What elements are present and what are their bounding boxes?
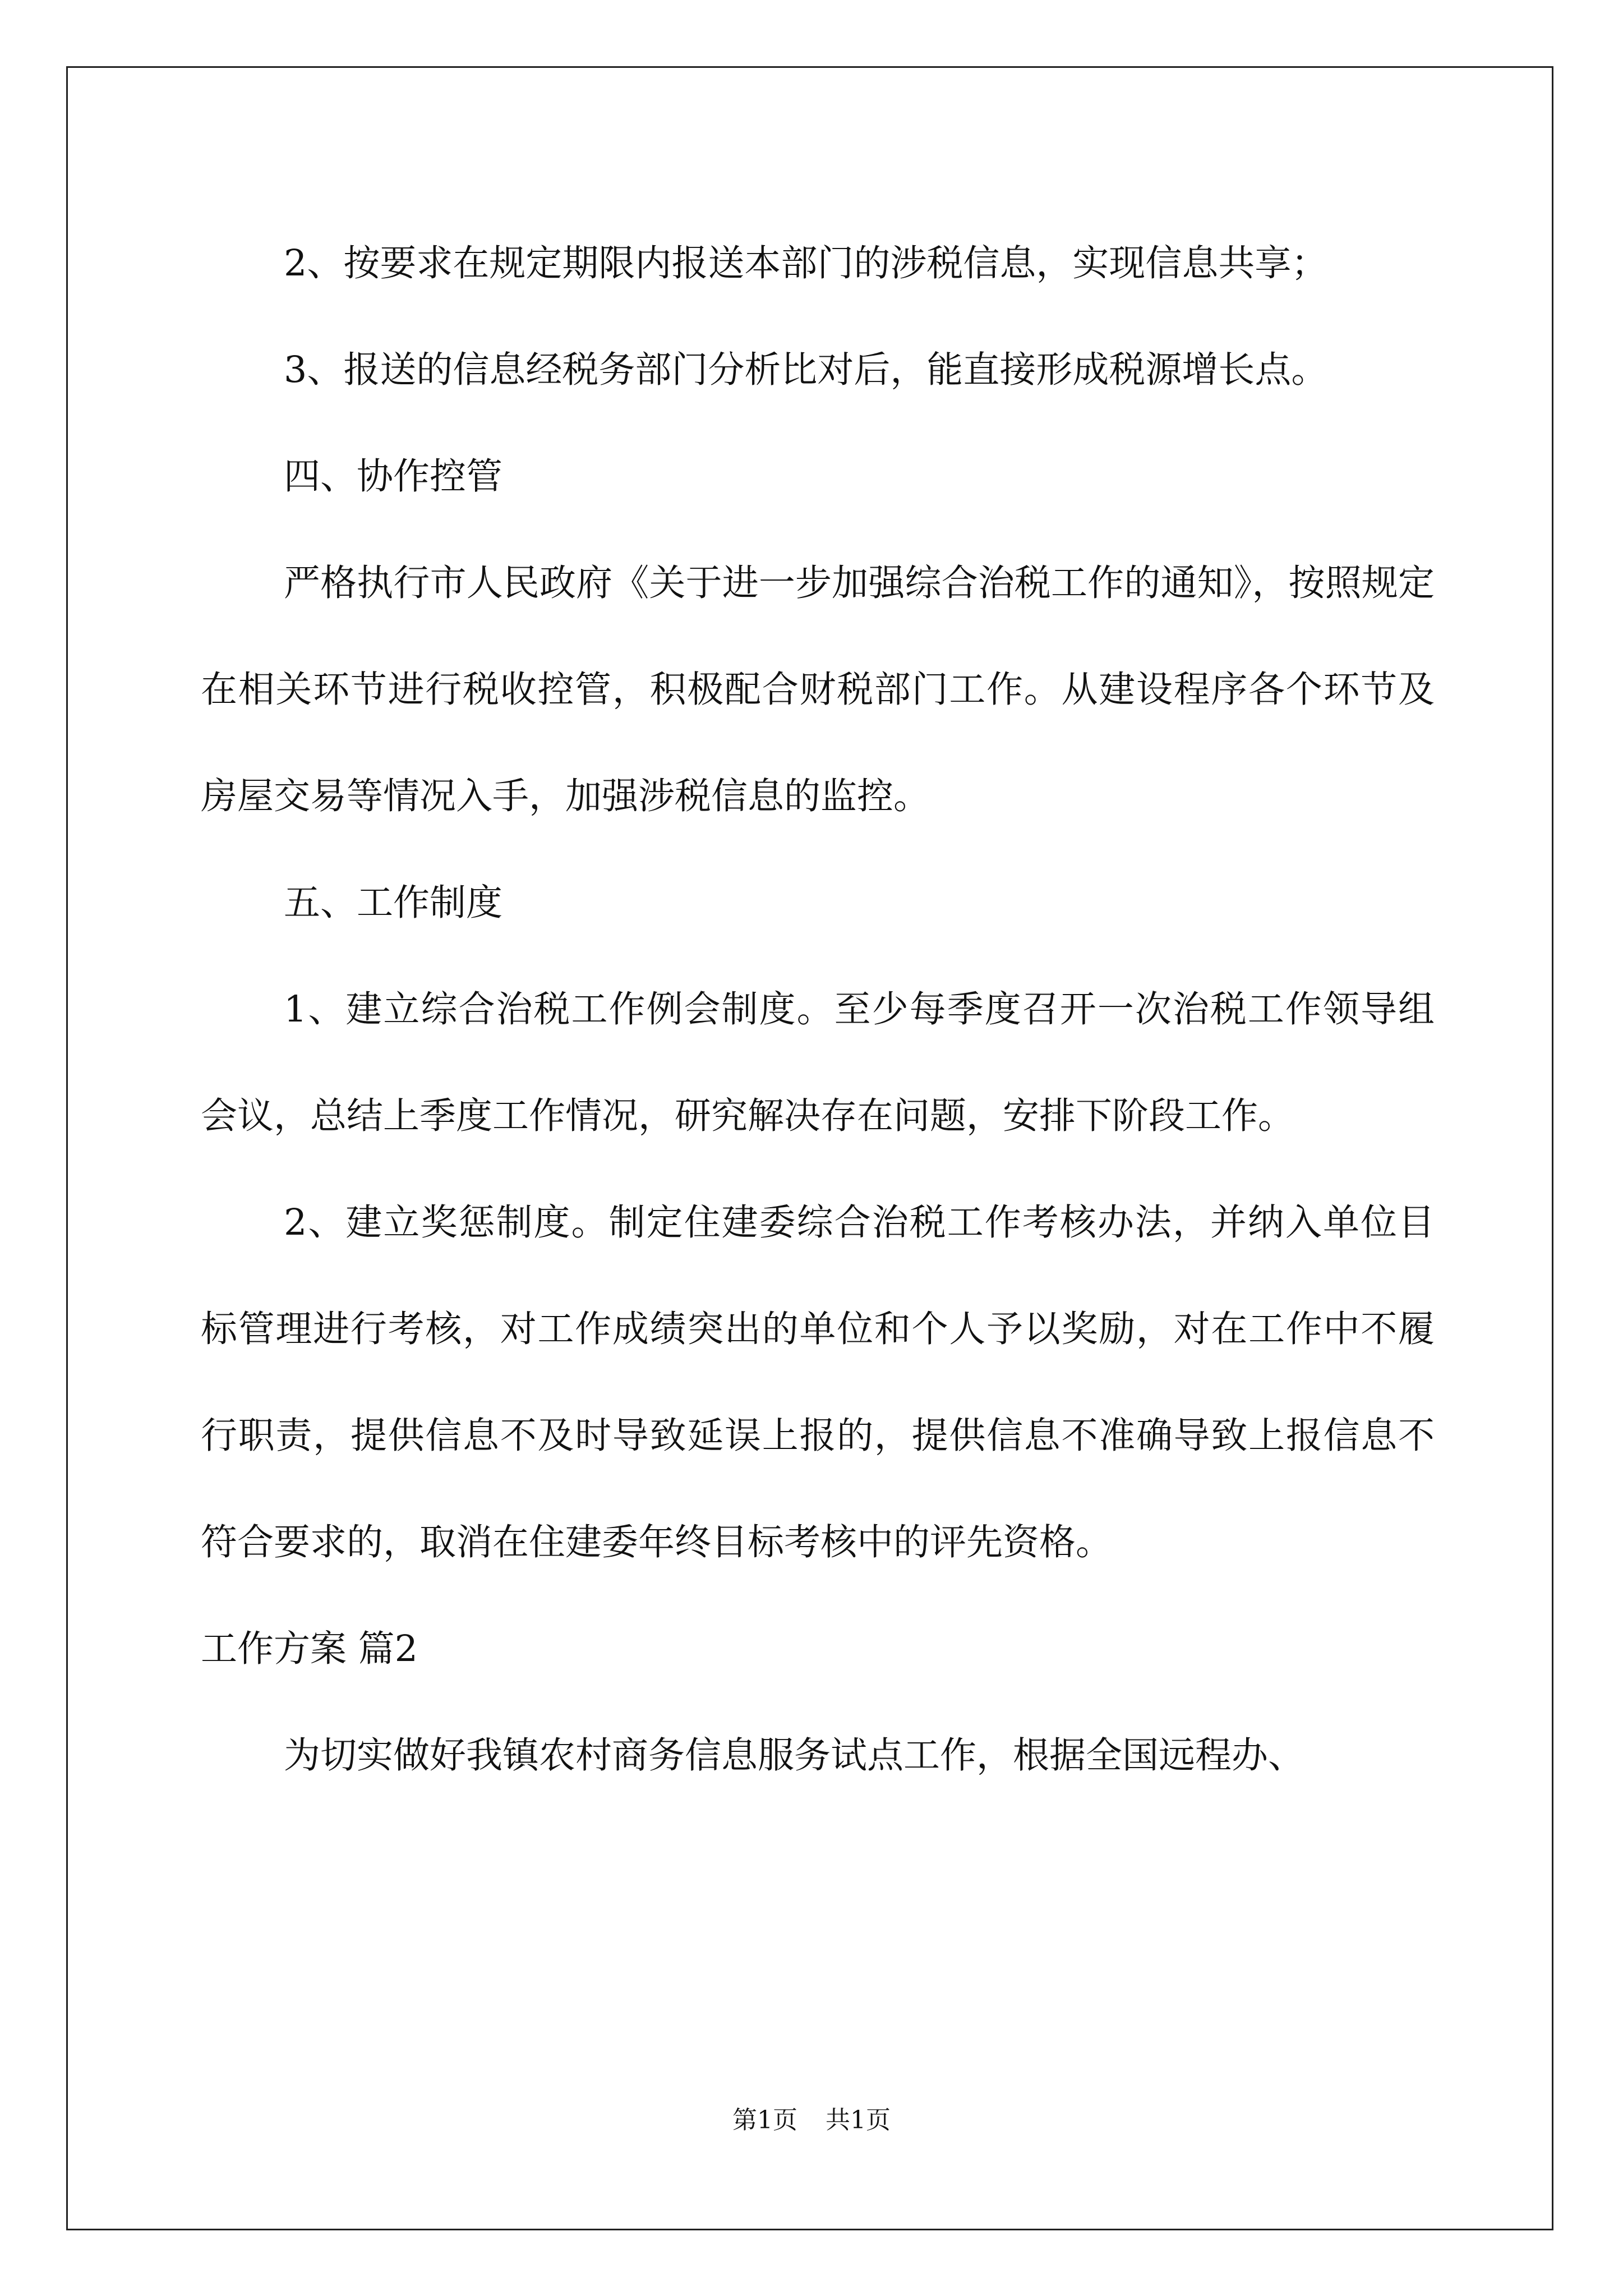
- paragraph-reward-system: 2、建立奖惩制度。制定住建委综合治税工作考核办法，并纳入单位目标管理进行考核，对工作成绩突出的单位和个人予以奖励，对在工作中不履行职责，提供信息不及时导致延误上报的，提供信息不准确导致上报信息不符合要求的，取消在住建委年终目标考核中的评先资格。: [201, 1202, 1435, 1563]
- paragraph-coordination-body: 严格执行市人民政府《关于进一步加强综合治税工作的通知》，按照规定在相关环节进行税收控管，积极配合财税部门工作。从建设程序各个环节及房屋交易等情况入手，加强涉税信息的监控。: [201, 562, 1435, 817]
- document-body: [201, 210, 1435, 1809]
- page-number: 第1页: [732, 2106, 797, 2134]
- paragraph-item-3: 3、报送的信息经税务部门分析比对后，能直接形成税源增长点。: [284, 349, 1328, 391]
- section-heading-work-system: 五、工作制度: [284, 882, 503, 924]
- paragraph-item-2: 2、按要求在规定期限内报送本部门的涉税信息，实现信息共享；: [284, 242, 1328, 284]
- section-heading-coordination: 四、协作控管: [284, 455, 503, 498]
- page-footer: [0, 2104, 1623, 2137]
- document-subtitle: 工作方案 篇2: [201, 1628, 418, 1670]
- paragraph-meeting-system: 1、建立综合治税工作例会制度。至少每季度召开一次治税工作领导组会议，总结上季度工作情况，研究解决存在问题，安排下阶段工作。: [201, 988, 1435, 1137]
- page-total: 共1页: [826, 2106, 891, 2134]
- paragraph-pilot-intro: 为切实做好我镇农村商务信息服务试点工作，根据全国远程办、: [284, 1734, 1305, 1777]
